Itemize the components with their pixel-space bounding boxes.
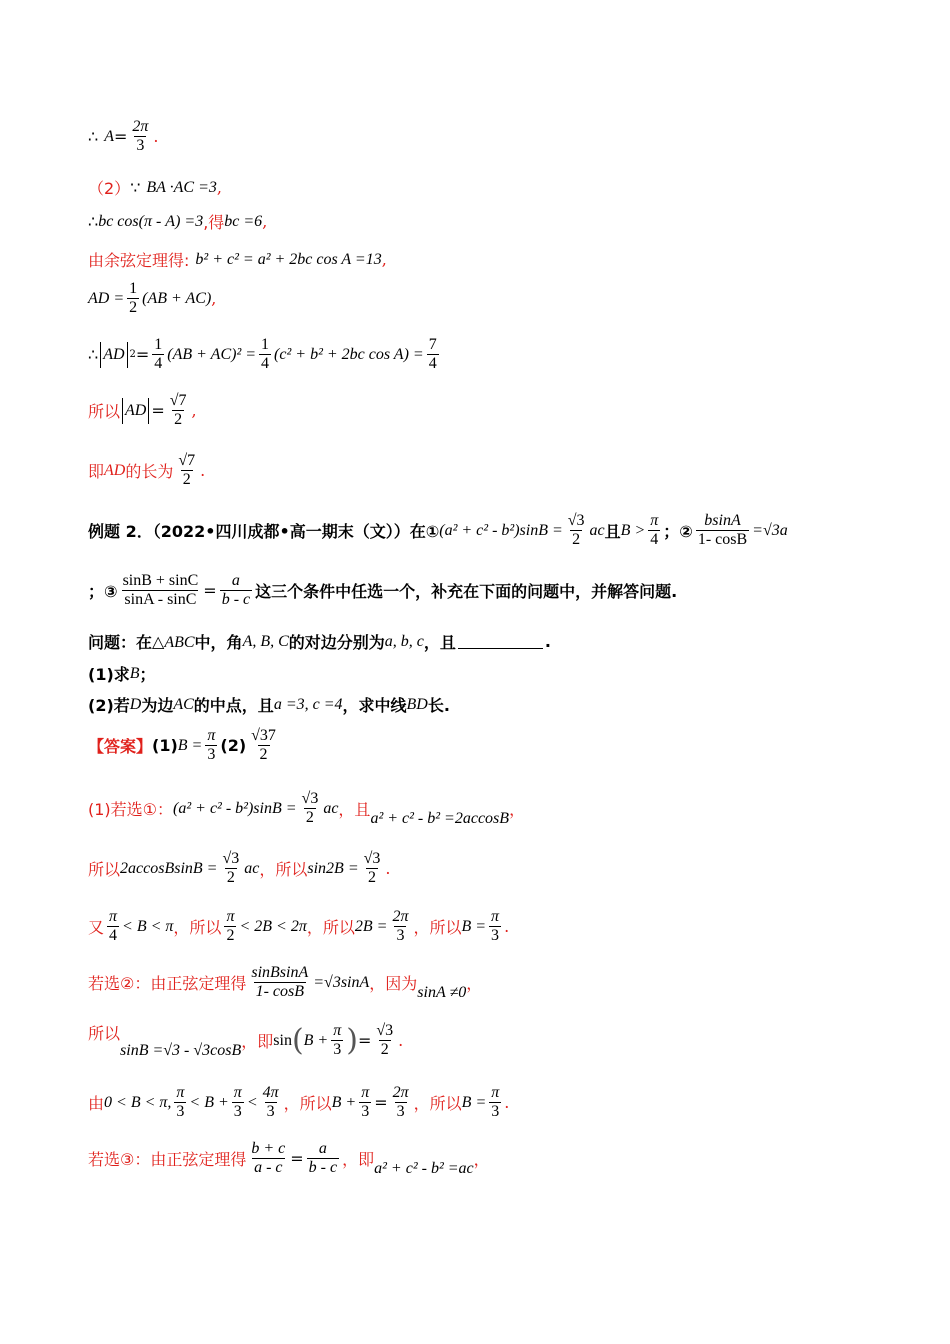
var-a: A xyxy=(104,127,114,145)
therefore-symbol: ∴ xyxy=(88,127,99,147)
solution-line-angle-a: ∴ A = $\frac{2\pi}{3}$ . xyxy=(88,118,159,155)
solution-line-ad-squared: ∴ AD 2 = $\frac{1}{4}$ (AB + AC)² = $\frac{1}{4}$ (c² + b² + 2bc cos A) = $\frac{7}{4}$ xyxy=(88,336,437,373)
question-part-2: (2)若 D 为边 AC 的中点，且 a =3, c =4 ，求中线 BD 长. xyxy=(88,695,450,715)
solution-line-bc: ∴ bc cos(π - A) =3 ,得 bc =6 , xyxy=(88,212,268,232)
solution-line-dot-product: （2） ∵ BA ·AC =3 , xyxy=(88,178,222,198)
part-label: （2） xyxy=(88,179,131,198)
answer-blank xyxy=(458,634,543,649)
solution-option-3: 若选③：由正弦定理得 $\frac{b + c}{a - c}$ = $\frac{a}{b - c}$ ，即 a² + c² - b² =ac ， xyxy=(88,1140,490,1177)
answer-label: 【答案】 xyxy=(88,737,153,757)
question-part-1: (1)求 B ； xyxy=(88,664,156,684)
fraction: $\frac{2\pi}{3}$ xyxy=(132,118,149,155)
solution-line-ad-length: 所以 AD = $\frac{√7}{2}$ , xyxy=(88,392,197,429)
answer-line: 【答案】 (1) B = $\frac{\pi}{3}$ (2) $\frac{√37}{2}$ xyxy=(88,727,276,764)
solution-option-1: (1)若选①： (a² + c² - b²)sinB = $\frac{√3}{2}$ ac ，且 a² + c² - b² =2accosB ， xyxy=(88,790,526,827)
solution-line-sin2b: 所以 2accosBsinB = $\frac{√3}{2}$ ac ，所以 sin2B = $\frac{√3}{2}$ . xyxy=(88,850,391,887)
solution-line-conclusion: 即 AD 的长为 $\frac{√7}{2}$ . xyxy=(88,452,206,489)
equals: = xyxy=(113,127,128,147)
solution-option-2: 若选②：由正弦定理得 $\frac{\text{sinBsinA}}{1- \cos B}$ =√3sinA ，因为 sinA ≠0 ， xyxy=(88,964,483,1001)
example-title: 例题 2．（2022•四川成都•高一期末（文））在① (a² + c² - b²)sinB = $\frac{√3}{2}$ ac 且 B > $\frac{\pi}{4}$ ；② $\frac{bsinA}{1- \cos B}$ =√3a xyxy=(88,512,788,549)
question-text: 问题：在 △ABC 中，角 A, B, C 的对边分别为 a, b, c ，且 . xyxy=(88,632,551,652)
solution-line-ad-vector: AD = $\frac{1}{2}$ (AB + AC) , xyxy=(88,280,217,317)
solution-line-sin-shift: 所以 sinB =√3 - √3cosB ，即 sin ( B + $\frac{\pi}{3}$ ) = $\frac{√3}{2}$ . xyxy=(88,1022,404,1059)
solution-line-cosine-law: 由余弦定理得: b² + c² = a² + 2bc cos A =13 , xyxy=(88,250,387,270)
solution-line-range: 又 $\frac{\pi}{4}$ < B < π ，所以 $\frac{\pi}{2}$ < 2B < 2π ，所以 2B = $\frac{2\pi}{3}$ ，所以 B = $\frac{\pi}{3}$ . xyxy=(88,908,510,945)
example-condition-3: ；③ $\frac{\sin B + \sin C}{\sin A - \sin C}$ = $\frac{a}{b - c}$ 这三个条件中任选一个，补充在下面的问题中，并解答问题. xyxy=(88,572,678,609)
solution-line-b-range: 由 0 < B < π, $\frac{\pi}{3}$ < B + $\frac{\pi}{3}$ < $\frac{4\pi}{3}$ ，所以 B + $\frac{\pi}{3}$ = $\frac{2\pi}{3}$ ，所以 B = $\frac{\pi}{3}$ . xyxy=(88,1084,510,1121)
